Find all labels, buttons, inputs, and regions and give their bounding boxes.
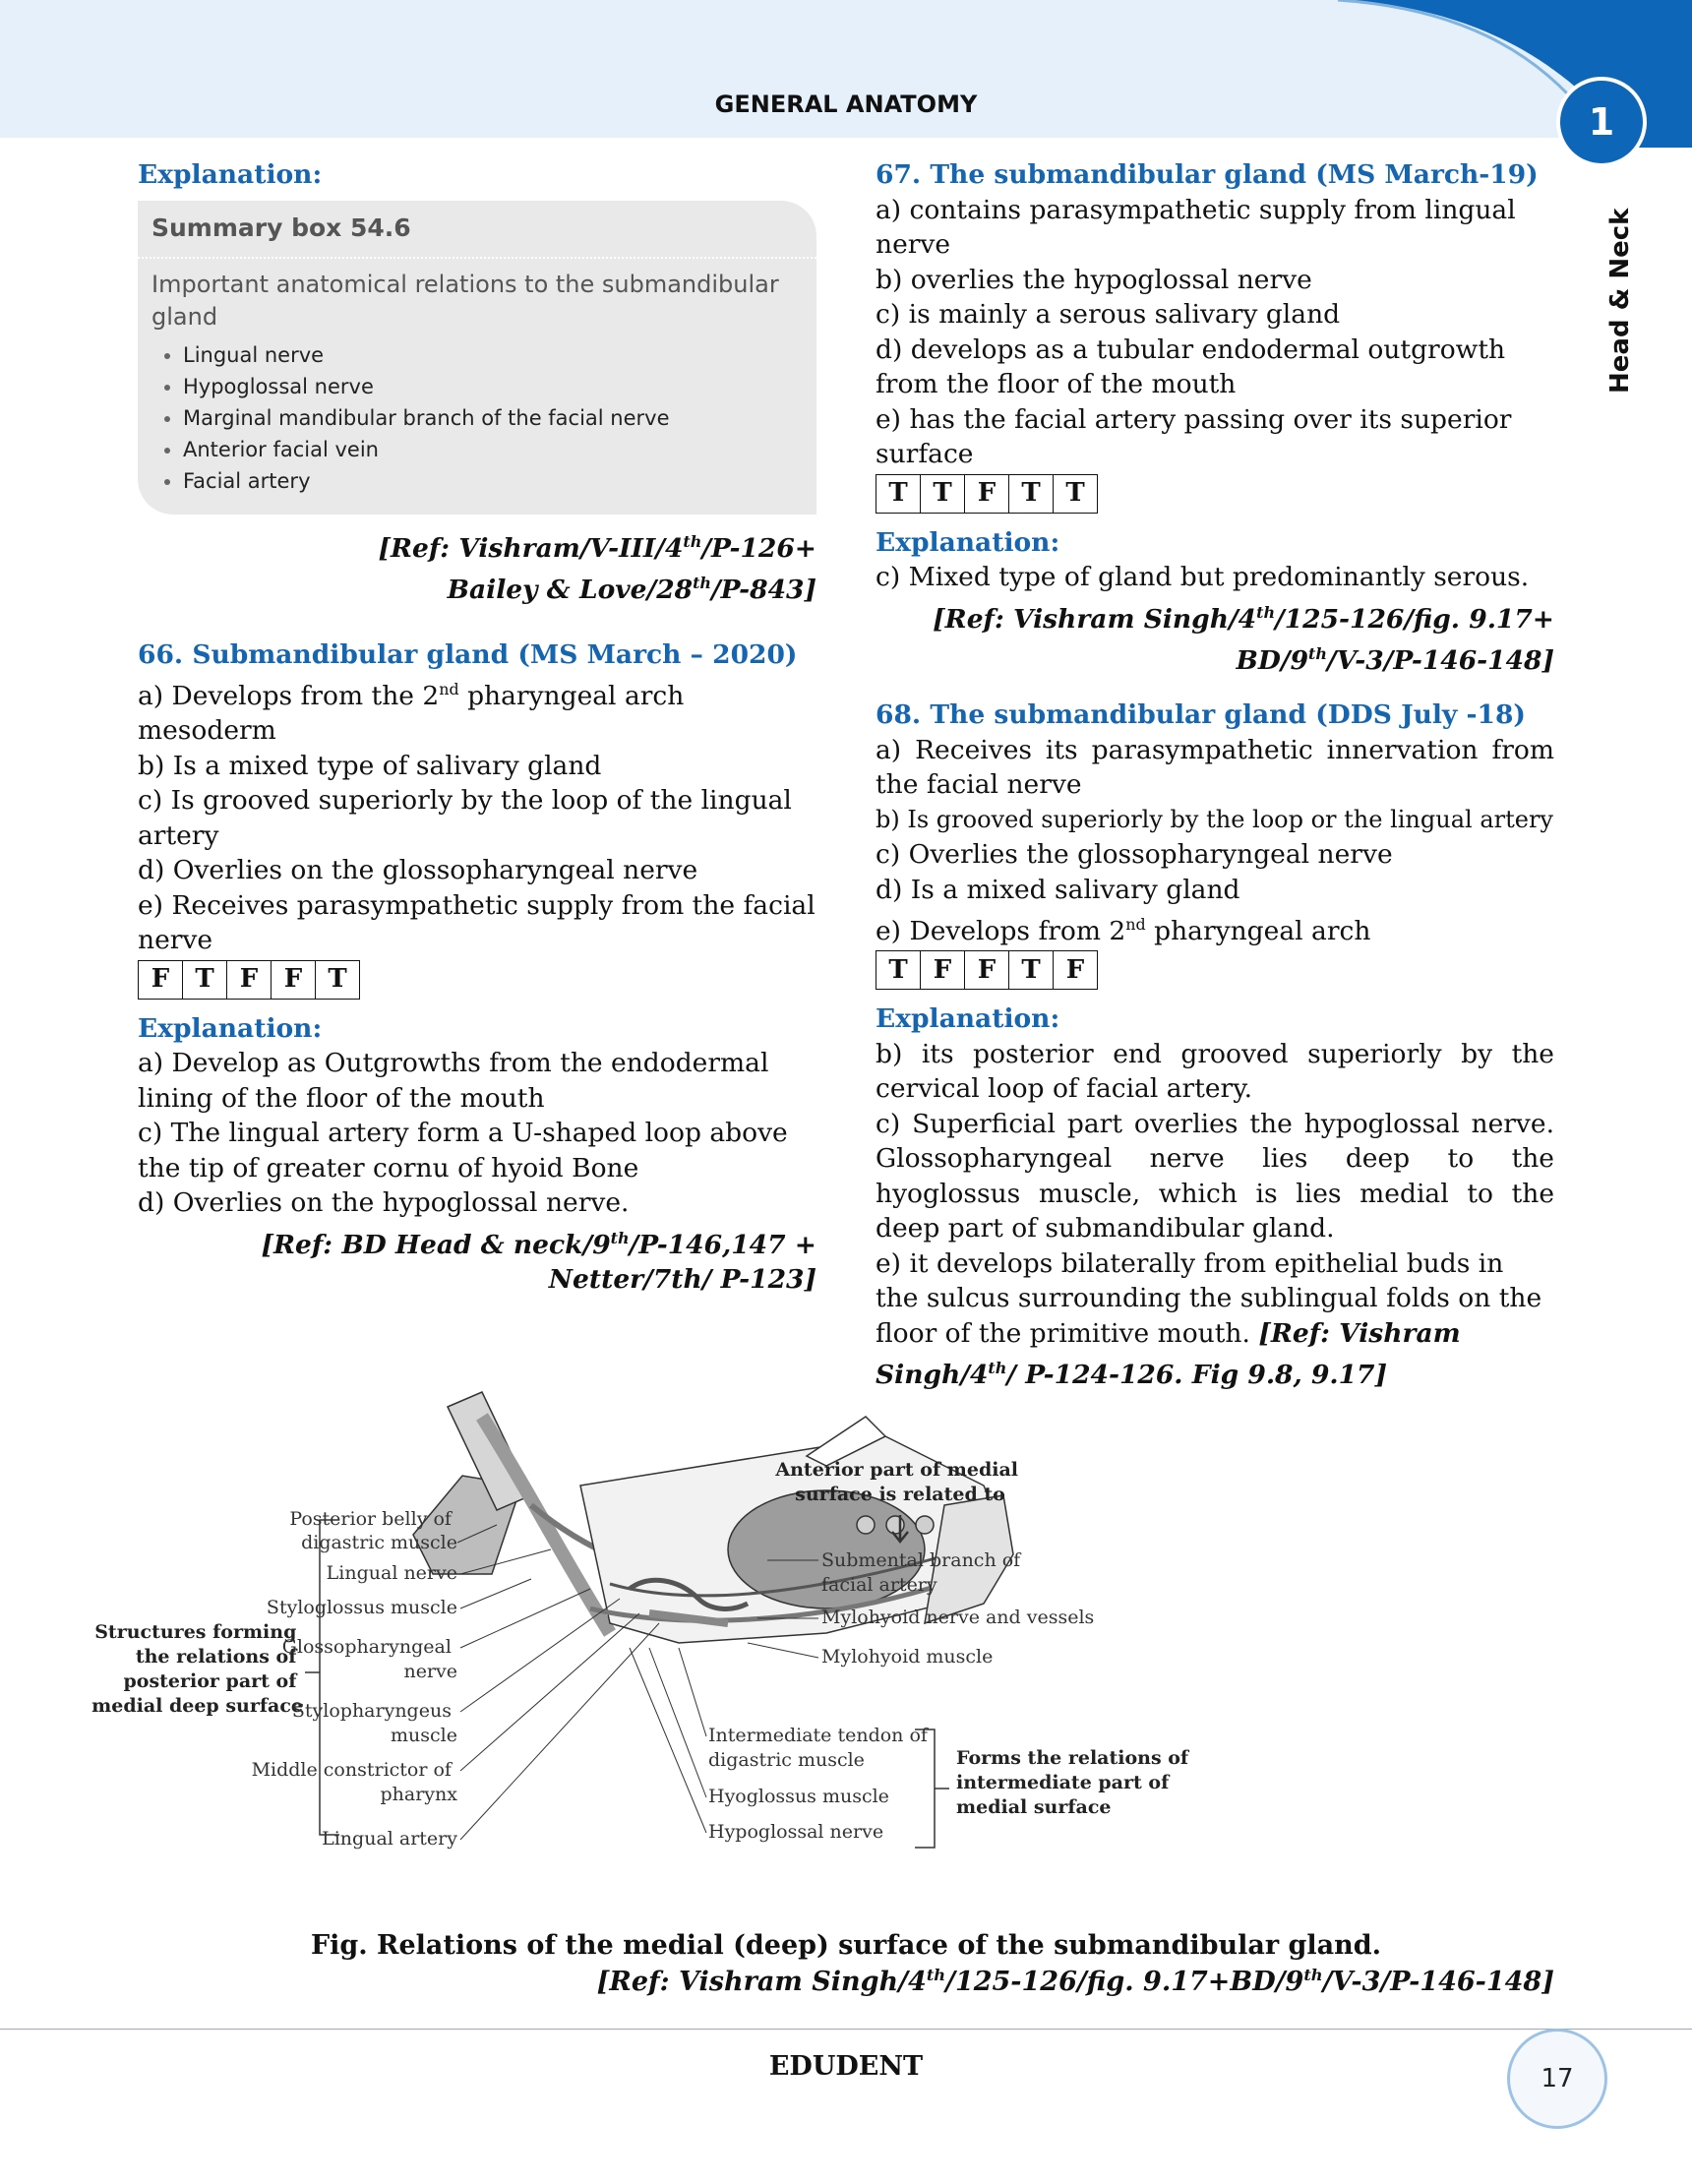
option-e: e) Receives parasympathetic supply from the facial nerve [138, 889, 816, 956]
submandibular-relations-figure [91, 1377, 1358, 1928]
explanation-text: c) The lingual artery form a U-shaped loop above the tip of greater cornu of hyoid Bone [138, 1118, 788, 1183]
running-header: GENERAL ANATOMY [714, 91, 978, 118]
label-stylopharyngeus: Stylopharyngeus muscle [291, 1700, 457, 1746]
label-styloglossus: Styloglossus muscle [266, 1597, 457, 1618]
label-posterior-belly: Posterior belly of digastric muscle [289, 1508, 457, 1553]
summary-box-intro: Important anatomical relations to the submandibular gland [151, 271, 779, 331]
list-item: • Lingual nerve [183, 339, 797, 371]
answer-cell: T [1009, 474, 1054, 513]
summary-box [138, 201, 816, 516]
option-c: c) Is grooved superiorly by the loop of the lingual artery [138, 785, 792, 851]
option-d: d) develops as a tubular endodermal outgrowth from the floor of the mouth [876, 334, 1506, 399]
explanation-text: e) it develops bilaterally from epithelial buds in the sulcus surrounding the sublingual folds on the floor of the primitive mouth. [Ref: Vishram Singh/4th/ P-124-126. Fig 9.8, 9.17] [876, 1247, 1542, 1391]
explanation-heading: Explanation: [876, 526, 1060, 558]
explanation-text: d) Overlies on the hypoglossal nerve. [138, 1187, 630, 1219]
label-lingual-artery: Lingual artery [322, 1828, 457, 1850]
label-intermediate-tendon: Intermediate tendon of digastric muscle [708, 1725, 928, 1771]
figure-reference: [Ref: Vishram Singh/4th/125-126/fig. 9.17+BD/9th/V-3/P-146-148] [596, 1966, 1554, 1997]
answer-key-table [876, 950, 1098, 990]
question-67-title: 67. The submandibular gland (MS March-19) [876, 159, 1539, 190]
answer-key-table [138, 960, 360, 1000]
reference: [Ref: Vishram Singh/4th/125-126/fig. 9.17+ BD/9th/V-3/P-146-148] [933, 602, 1554, 676]
option-e: e) has the facial artery passing over its superior surface [876, 403, 1512, 469]
answer-cell: T [1009, 951, 1054, 990]
option-c: c) Overlies the glossopharyngeal nerve [876, 839, 1393, 871]
option-a: a) Receives its parasympathetic innervation from the facial nerve [876, 734, 1554, 801]
side-tab-label: Head & Neck [1605, 208, 1635, 394]
list-item: • Anterior facial vein [183, 434, 797, 465]
label-hyoglossus: Hyoglossus muscle [708, 1786, 889, 1807]
explanation-text: c) Superficial part overlies the hypoglossal nerve. Glossopharyngeal nerve lies deep to the hyoglossus muscle, which is lies medial to the deep part of submandibular gland. [876, 1108, 1554, 1244]
answer-cell: F [1054, 951, 1098, 990]
option-b: b) Is a mixed type of salivary gland [138, 750, 602, 781]
answer-cell: F [965, 951, 1009, 990]
list-item: • Hypoglossal nerve [183, 371, 797, 402]
figure-caption: Fig. Relations of the medial (deep) surface of the submandibular gland. [310, 1930, 1382, 1961]
left-column [138, 157, 816, 1298]
option-a: a) contains parasympathetic supply from lingual nerve [876, 194, 1516, 260]
answer-cell: F [139, 960, 183, 999]
answer-cell: T [921, 474, 965, 513]
answer-key-table [876, 474, 1098, 514]
answer-cell: F [965, 474, 1009, 513]
summary-box-title: Summary box 54.6 [138, 211, 816, 260]
answer-cell: T [1054, 474, 1098, 513]
question-68-title: 68. The submandibular gland (DDS July -18) [876, 699, 1526, 731]
label-submental-branch: Submental branch of facial artery [821, 1549, 1021, 1596]
right-column [876, 157, 1554, 1393]
answer-cell: F [921, 951, 965, 990]
explanation-text: c) Mixed type of gland but predominantly serous. [876, 562, 1530, 592]
option-d: d) Is a mixed salivary gland [876, 874, 1240, 905]
option-c: c) is mainly a serous salivary gland [876, 299, 1341, 330]
label-hypoglossal-nerve: Hypoglossal nerve [708, 1821, 884, 1843]
reference: [Ref: BD Head & neck/9th/P-146,147 + Netter/7th/ P-123] [261, 1228, 816, 1296]
left-group-label: Structures forming the relations of posterior part of medial deep surface [91, 1621, 303, 1717]
explanation-heading: Explanation: [138, 1012, 323, 1044]
page-number: 17 [1507, 2029, 1607, 2129]
option-a: a) Develops from the 2nd pharyngeal arch mesoderm [138, 680, 685, 747]
right-group-label: Forms the relations of intermediate part of medial surface [956, 1747, 1189, 1818]
explanation-heading: Explanation: [876, 1003, 1060, 1035]
label-glossopharyngeal: Glossopharyngeal nerve [281, 1636, 457, 1682]
answer-cell: T [316, 960, 360, 999]
answer-cell: T [876, 474, 921, 513]
footer-brand: EDUDENT [768, 2051, 924, 2082]
footer-divider [0, 2029, 1692, 2030]
reference: [Ref: Vishram/V-III/4th/P-126+ Bailey & Love/28th/P-843] [378, 532, 816, 606]
explanation-heading: Explanation: [138, 159, 323, 190]
list-item: • Facial artery [183, 465, 797, 497]
answer-cell: F [227, 960, 272, 999]
option-d: d) Overlies on the glossopharyngeal nerve [138, 855, 698, 886]
label-lingual-nerve: Lingual nerve [326, 1562, 457, 1584]
answer-cell: T [876, 951, 921, 990]
list-item: • Marginal mandibular branch of the facial nerve [183, 402, 797, 434]
label-anterior-part: Anterior part of medial surface is related to [775, 1459, 1019, 1505]
option-b: b) overlies the hypoglossal nerve [876, 264, 1312, 295]
label-mylohyoid-muscle: Mylohyoid muscle [821, 1646, 994, 1668]
answer-cell: T [183, 960, 227, 999]
explanation-text: a) Develop as Outgrowths from the endodermal lining of the floor of the mouth [138, 1048, 769, 1114]
label-middle-constrictor: Middle constrictor of pharynx [251, 1759, 457, 1805]
option-b: b) Is grooved superiorly by the loop or the lingual artery [876, 805, 1553, 833]
right-bracket [915, 1729, 935, 1848]
anatomical-illustration [413, 1392, 1013, 1643]
answer-cell: F [272, 960, 316, 999]
question-66-title: 66. Submandibular gland (MS March – 2020) [138, 638, 798, 670]
chapter-number-badge: 1 [1556, 77, 1647, 167]
explanation-text: b) its posterior end grooved superiorly by the cervical loop of facial artery. [876, 1038, 1554, 1105]
label-mylohyoid-nerve: Mylohyoid nerve and vessels [821, 1607, 1095, 1628]
summary-box-list [151, 339, 797, 497]
option-e: e) Develops from 2nd pharyngeal arch [876, 915, 1371, 946]
